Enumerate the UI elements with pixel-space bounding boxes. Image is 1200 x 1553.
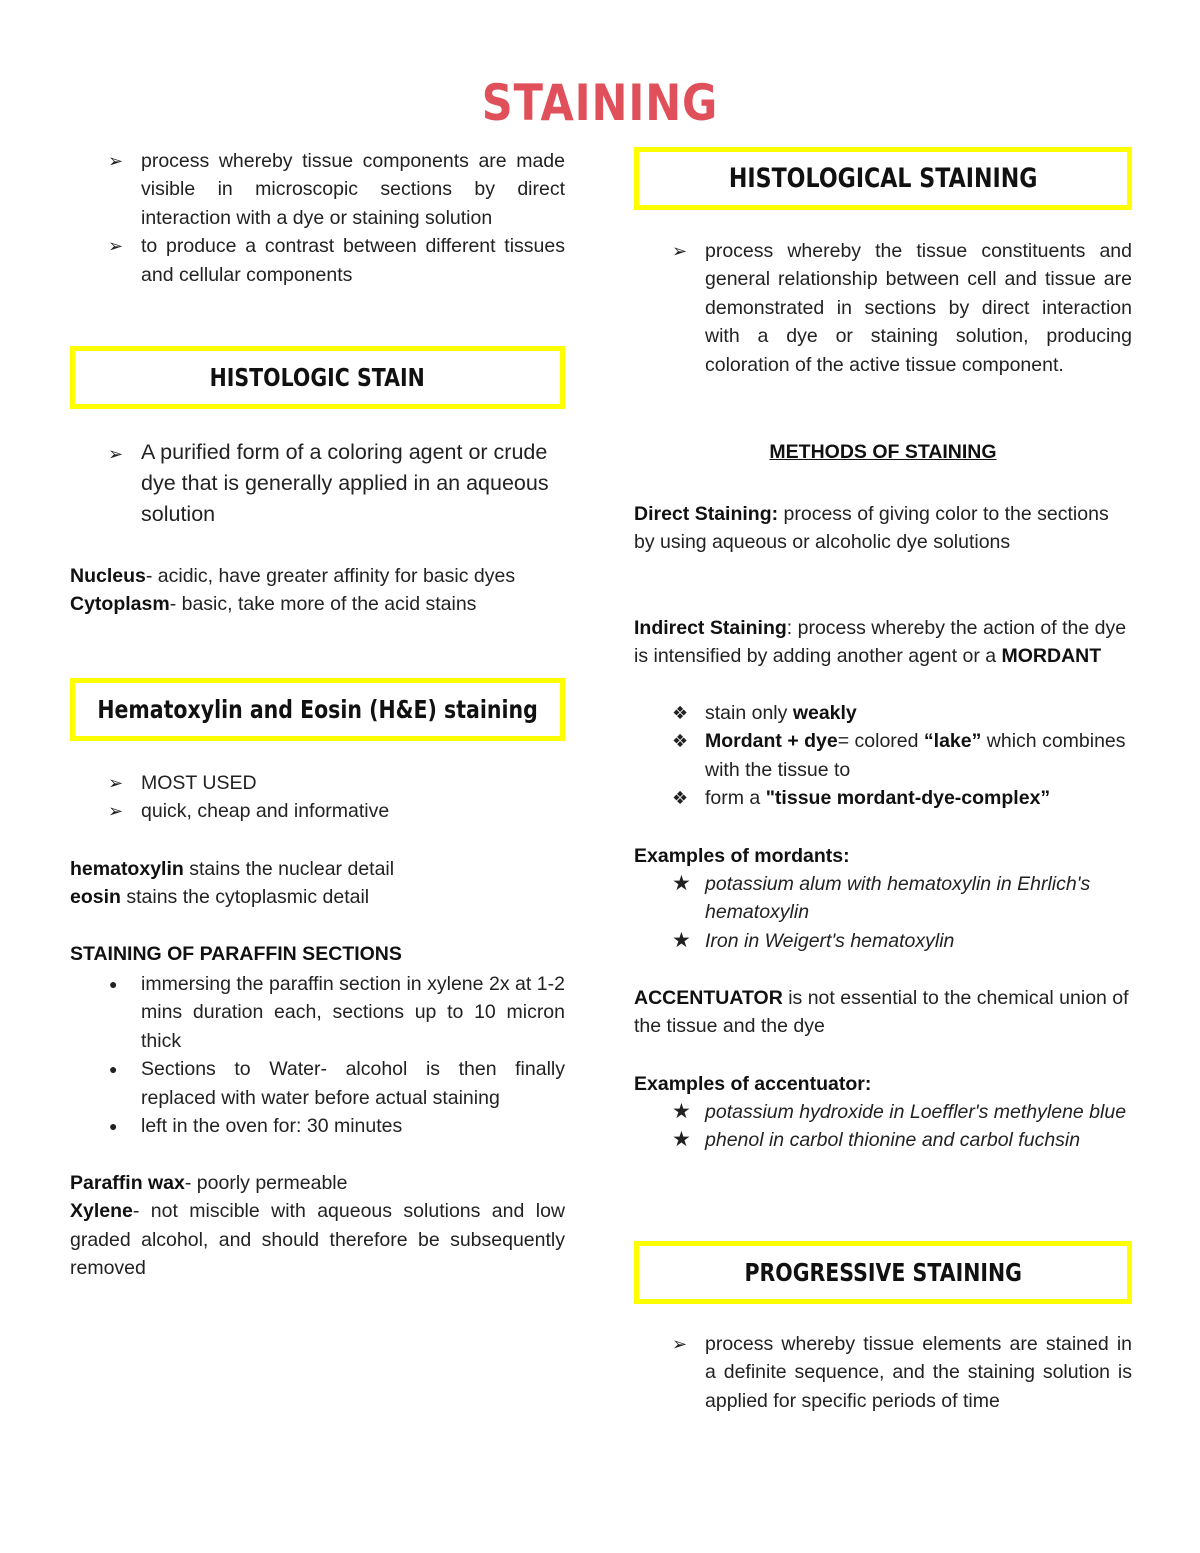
list-item: ❖ form a "tissue mordant-dye-complex”: [634, 784, 1132, 812]
mordant-word: MORDANT: [1001, 645, 1102, 668]
arrow-bullet-icon: ➢: [108, 444, 124, 464]
list-item: ★ potassium alum with hematoxylin in Ehrlich's hematoxylin: [672, 872, 1091, 924]
paraffin-wax-line: Paraffin wax- poorly permeable: [70, 1172, 348, 1194]
direct-staining-paragraph: Direct Staining: process of giving color to the sections by using aqueous or alcoholic dye solutions: [634, 503, 1109, 554]
he-stain-details: [70, 855, 565, 912]
he-staining-heading-box: [70, 678, 565, 741]
histological-staining-heading-box: [634, 147, 1132, 210]
cytoplasm-line: Cytoplasm- basic, take more of the acid stains: [70, 593, 477, 616]
mordant-list: [634, 699, 1132, 813]
list-item: ● Sections to Water- alcohol is then finally replaced with water before actual staining: [70, 1055, 565, 1112]
intro-list: [70, 147, 565, 289]
methods-heading: METHODS OF STAINING: [769, 441, 997, 463]
arrow-bullet-icon: ➢: [108, 236, 124, 257]
star-bullet-icon: ★: [672, 1100, 691, 1123]
list-item: ➢ process whereby tissue components are made visible in microscopic sections by direct interaction with a dye or staining solution: [70, 147, 565, 232]
arrow-bullet-icon: ➢: [108, 151, 124, 171]
arrow-bullet-icon: ➢: [672, 241, 688, 261]
nucleus-cytoplasm-notes: [70, 562, 565, 619]
arrow-bullet-icon: ➢: [108, 801, 124, 822]
list-item: ❖ Mordant + dye= colored “lake” which combines with the tissue to: [634, 727, 1132, 784]
eosin-line: eosin stains the cytoplasmic detail: [70, 886, 370, 909]
xylene-line: Xylene- not miscible with aqueous solutions and low graded alcohol, and should therefore be subsequently removed: [70, 1200, 565, 1280]
star-bullet-icon: ★: [672, 928, 691, 952]
nucleus-line: Nucleus- acidic, have greater affinity for basic dyes: [70, 565, 516, 587]
diamond-bullet-icon: ❖: [672, 788, 689, 809]
paraffin-list: [70, 970, 565, 1140]
list-item: ➢ to produce a contrast between different tissues and cellular components: [70, 232, 565, 289]
diamond-bullet-icon: ❖: [672, 703, 689, 723]
histologic-stain-heading-box: [70, 346, 565, 409]
section-heading: PROGRESSIVE STAINING: [744, 1258, 1022, 1287]
histological-staining-list: [634, 237, 1132, 379]
accentuator-paragraph: ACCENTUATOR is not essential to the chemical union of the tissue and the dye: [634, 987, 1129, 1038]
paraffin-notes: [70, 1169, 565, 1283]
he-staining-list: [70, 769, 565, 826]
list-item: ★ Iron in Weigert's hematoxylin: [634, 927, 1132, 955]
list-item: ★ potassium hydroxide in Loeffler's methylene blue: [634, 1098, 1132, 1126]
indirect-staining-paragraph: Indirect Staining: process whereby the action of the dye is intensified by adding another agent or a MORDANT: [634, 617, 1127, 668]
section-heading: HISTOLOGICAL STAINING: [728, 163, 1038, 194]
histologic-stain-list: [70, 437, 565, 530]
paraffin-heading: STAINING OF PARAFFIN SECTIONS: [70, 943, 402, 965]
dot-bullet-icon: ●: [109, 1061, 118, 1078]
section-heading: HISTOLOGIC STAIN: [209, 363, 426, 392]
arrow-bullet-icon: ➢: [108, 773, 124, 793]
page-title: STAINING: [481, 74, 719, 132]
list-item: ➢ MOST USED: [70, 769, 565, 797]
list-item: ➢ A purified form of a coloring agent or crude dye that is generally applied in an aqueous solution: [108, 440, 549, 526]
mordant-examples-heading: Examples of mordants:: [634, 845, 850, 867]
accentuator-examples-list: [634, 1098, 1132, 1155]
list-item: ❖ stain only weakly: [634, 699, 1132, 727]
dot-bullet-icon: ●: [109, 1118, 118, 1135]
star-bullet-icon: ★: [672, 872, 691, 895]
hematoxylin-line: hematoxylin stains the nuclear detail: [70, 858, 395, 880]
list-item: ★ phenol in carbol thionine and carbol fuchsin: [634, 1126, 1132, 1154]
dot-bullet-icon: ●: [109, 976, 118, 992]
diamond-bullet-icon: ❖: [672, 731, 689, 752]
accentuator-examples-heading: Examples of accentuator:: [634, 1073, 872, 1095]
list-item: ● left in the oven for: 30 minutes: [70, 1112, 565, 1140]
arrow-bullet-icon: ➢: [672, 1334, 688, 1354]
mordant-examples-list: [634, 870, 1132, 955]
progressive-staining-heading-box: [634, 1241, 1132, 1304]
list-item: ➢ process whereby the tissue constituents and general relationship between cell and tissue are demonstrated in sections by direct interaction with a dye or staining solution, producing coloration of the active tissue component.: [634, 237, 1132, 379]
section-heading: Hematoxylin and Eosin (H&E) staining: [97, 695, 538, 724]
list-item: ● immersing the paraffin section in xylene 2x at 1-2 mins duration each, sections up to 10 micron thick: [70, 970, 565, 1055]
progressive-staining-list: [634, 1330, 1132, 1415]
star-bullet-icon: ★: [672, 1128, 691, 1152]
list-item: ➢ process whereby tissue elements are stained in a definite sequence, and the staining solution is applied for specific periods of time: [634, 1330, 1132, 1415]
list-item: ➢ quick, cheap and informative: [70, 797, 565, 825]
